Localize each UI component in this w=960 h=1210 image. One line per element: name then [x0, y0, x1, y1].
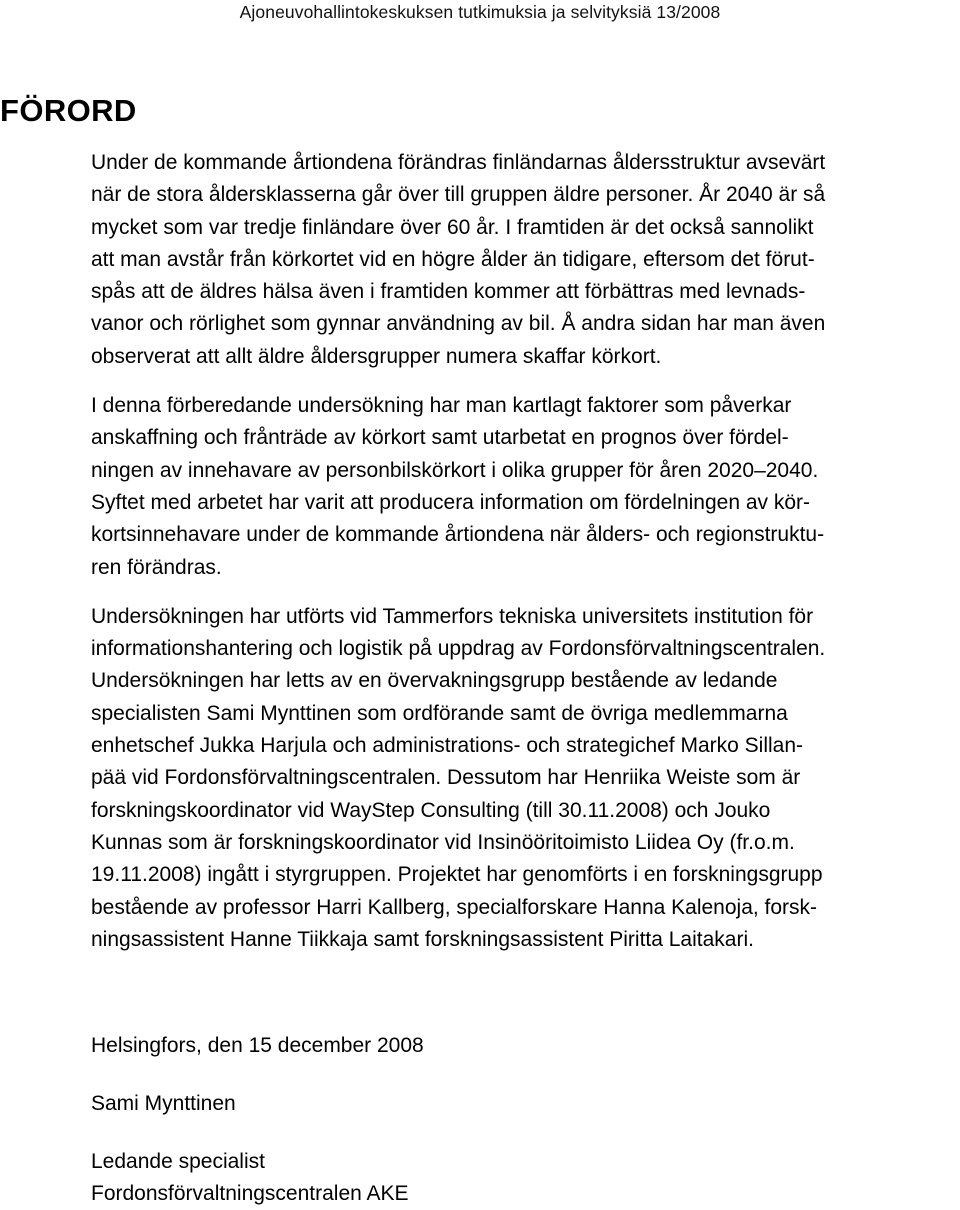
signatory-name: Sami Mynttinen	[91, 1092, 236, 1115]
paragraph-line: Kunnas som är forskningskoordinator vid Insinööritoimisto Liidea Oy (fr.o.m.	[91, 830, 795, 854]
paragraph-line: Under de kommande årtiondena förändras finländarnas åldersstruktur avsevärt	[91, 151, 826, 174]
paragraph-line: I denna förberedande undersökning har man kartlagt faktorer som påverkar	[91, 394, 792, 418]
paragraph-line: ningen av innehavare av personbilskörkort i olika grupper för åren 2020–2040.	[91, 458, 819, 482]
foreword-body	[91, 147, 959, 956]
page-title: FÖRORD	[0, 93, 137, 128]
signatory-organization: Fordonsförvaltningscentralen AKE	[91, 1182, 409, 1205]
paragraph-2	[91, 390, 959, 584]
paragraph-line: bestående av professor Harri Kallberg, specialforskare Hanna Kalenoja, forsk-	[91, 895, 818, 919]
signature-block	[91, 1030, 951, 1210]
paragraph-line: Undersökningen har letts av en övervakningsgrupp bestående av ledande	[91, 669, 778, 693]
paragraph-line: ningsassistent Hanne Tiikkaja samt forskningsassistent Piritta Laitakari.	[91, 927, 754, 951]
paragraph-line: specialisten Sami Mynttinen som ordförande samt de övriga medlemmarna	[91, 701, 788, 725]
paragraph-line: informationshantering och logistik på uppdrag av Fordonsförvaltningscentralen.	[91, 637, 826, 661]
paragraph-line: mycket som var tredje finländare över 60 år. I framtiden är det också sannolikt	[91, 215, 814, 239]
paragraph-line: när de stora åldersklasserna går över till gruppen äldre personer. År 2040 är så	[91, 183, 826, 207]
paragraph-1	[91, 147, 959, 373]
signatory-title: Ledande specialist	[91, 1150, 265, 1173]
paragraph-line: spås att de äldres hälsa även i framtiden kommer att förbättras med levnads-	[91, 280, 806, 304]
paragraph-line: observerat att allt äldre åldersgrupper numera skaffar körkort.	[91, 344, 662, 368]
paragraph-line: ren förändras.	[91, 555, 222, 579]
paragraph-line: kortsinnehavare under de kommande årtiondena när ålders- och regionstruktu-	[91, 523, 825, 547]
paragraph-line: att man avstår från körkortet vid en högre ålder än tidigare, eftersom det förut-	[91, 247, 815, 271]
paragraph-line: anskaffning och frånträde av körkort samt utarbetat en prognos över fördel-	[91, 426, 789, 450]
place-and-date: Helsingfors, den 15 december 2008	[91, 1034, 424, 1057]
paragraph-line: forskningskoordinator vid WayStep Consulting (till 30.11.2008) och Jouko	[91, 798, 771, 822]
running-header: Ajoneuvohallintokeskuksen tutkimuksia ja selvityksiä 13/2008	[239, 2, 721, 22]
paragraph-line: 19.11.2008) ingått i styrgruppen. Projektet har genomförts i en forskningsgrupp	[91, 863, 823, 887]
paragraph-line: Syftet med arbetet har varit att producera information om fördelningen av kör-	[91, 490, 811, 514]
paragraph-3	[91, 601, 959, 956]
paragraph-line: Undersökningen har utförts vid Tammerfors tekniska universitets institution för	[91, 604, 814, 628]
paragraph-line: pää vid Fordonsförvaltningscentralen. Dessutom har Henriika Weiste som är	[91, 766, 801, 790]
paragraph-line: vanor och rörlighet som gynnar användning av bil. Å andra sidan har man även	[91, 312, 826, 336]
paragraph-line: enhetschef Jukka Harjula och administrations- och strategichef Marko Sillan-	[91, 734, 804, 758]
